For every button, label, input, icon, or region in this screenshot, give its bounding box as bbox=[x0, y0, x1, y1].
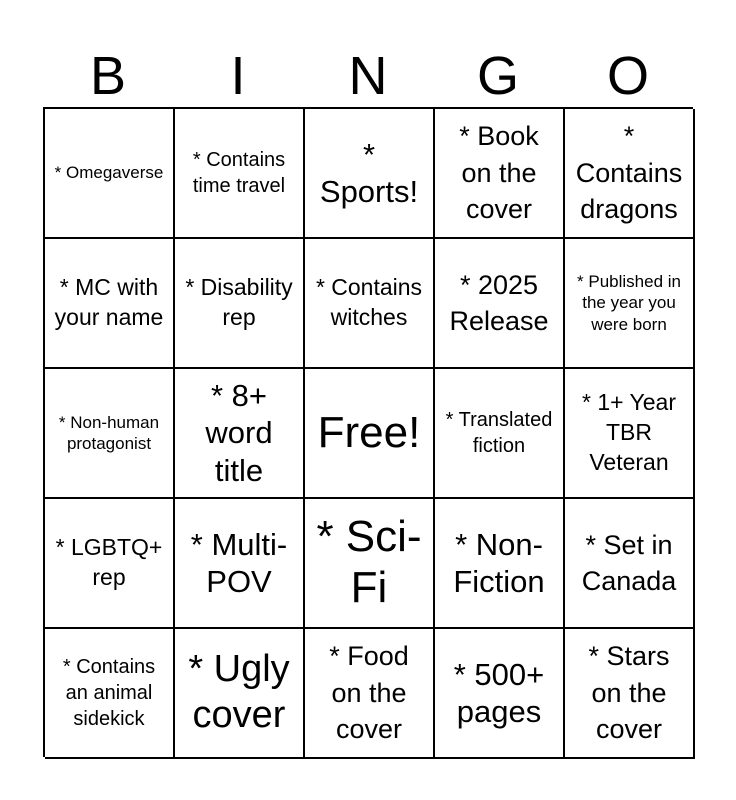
header-letter-o: O bbox=[606, 46, 649, 106]
bingo-cell-r2-c2[interactable] bbox=[175, 239, 305, 369]
bingo-cell-r4-c3[interactable] bbox=[305, 499, 435, 629]
header-letter-g: G bbox=[476, 46, 519, 106]
cell-text: * Non-Fiction bbox=[453, 526, 545, 599]
bingo-cell-r2-c3[interactable] bbox=[305, 239, 435, 369]
bingo-cell-r4-c2[interactable] bbox=[175, 499, 305, 629]
cell-text: * Ugly cover bbox=[188, 648, 290, 736]
bingo-cell-r5-c4[interactable] bbox=[435, 629, 565, 759]
bingo-cell-r1-c2[interactable] bbox=[175, 109, 305, 239]
bingo-cell-r4-c4[interactable] bbox=[435, 499, 565, 629]
cell-text: * Omegaverse bbox=[54, 163, 164, 183]
cell-text: * 8+ word title bbox=[205, 378, 273, 488]
cell-text: * Published in the year you were born bbox=[577, 272, 681, 334]
cell-text: * Sci-Fi bbox=[316, 512, 422, 612]
cell-text: * Contains an animal sidekick bbox=[62, 656, 156, 730]
cell-text: * Set in Canada bbox=[581, 529, 677, 596]
bingo-cell-r1-c5[interactable] bbox=[565, 109, 695, 239]
bingo-cell-r3-c2[interactable] bbox=[175, 369, 305, 499]
cell-text: * Book on the cover bbox=[459, 121, 539, 225]
header-letter-n: N bbox=[348, 46, 388, 106]
bingo-cell-r1-c1[interactable] bbox=[45, 109, 175, 239]
cell-text: * Non-human protagonist bbox=[58, 412, 160, 453]
bingo-cell-r5-c2[interactable] bbox=[175, 629, 305, 759]
cell-text: * MC with your name bbox=[54, 274, 164, 330]
cell-text: * Contains witches bbox=[315, 274, 423, 330]
cell-text: * 2025 Release bbox=[449, 269, 549, 336]
bingo-header bbox=[43, 44, 693, 108]
bingo-cell-r5-c1[interactable] bbox=[45, 629, 175, 759]
header-letter-b: B bbox=[89, 46, 127, 106]
bingo-cell-r2-c5[interactable] bbox=[565, 239, 695, 369]
cell-text: * Stars on the cover bbox=[588, 641, 670, 745]
header-letter-i: I bbox=[230, 46, 246, 106]
bingo-cell-r1-c3[interactable] bbox=[305, 109, 435, 239]
bingo-cell-r5-c5[interactable] bbox=[565, 629, 695, 759]
bingo-cell-r4-c1[interactable] bbox=[45, 499, 175, 629]
cell-text: * LGBTQ+ rep bbox=[55, 534, 163, 590]
bingo-cell-r2-c1[interactable] bbox=[45, 239, 175, 369]
cell-text: * Disability rep bbox=[185, 274, 293, 330]
bingo-cell-r5-c3[interactable] bbox=[305, 629, 435, 759]
cell-text: * Sports! bbox=[319, 136, 419, 209]
cell-text: * Multi-POV bbox=[190, 526, 288, 599]
free-space: Free! bbox=[317, 407, 421, 457]
bingo-cell-r1-c4[interactable] bbox=[435, 109, 565, 239]
bingo-cell-r3-c1[interactable] bbox=[45, 369, 175, 499]
bingo-cell-r3-c3[interactable] bbox=[305, 369, 435, 499]
cell-text: * Translated fiction bbox=[445, 409, 553, 457]
cell-text: * Contains dragons bbox=[575, 121, 683, 225]
bingo-cell-r3-c5[interactable] bbox=[565, 369, 695, 499]
cell-text: * 500+ pages bbox=[453, 656, 545, 729]
bingo-board bbox=[43, 107, 693, 757]
bingo-cell-r4-c5[interactable] bbox=[565, 499, 695, 629]
cell-text: * Contains time travel bbox=[192, 149, 286, 197]
cell-text: * 1+ Year TBR Veteran bbox=[581, 389, 676, 475]
cell-text: * Food on the cover bbox=[329, 641, 409, 745]
bingo-cell-r3-c4[interactable] bbox=[435, 369, 565, 499]
bingo-cell-r2-c4[interactable] bbox=[435, 239, 565, 369]
